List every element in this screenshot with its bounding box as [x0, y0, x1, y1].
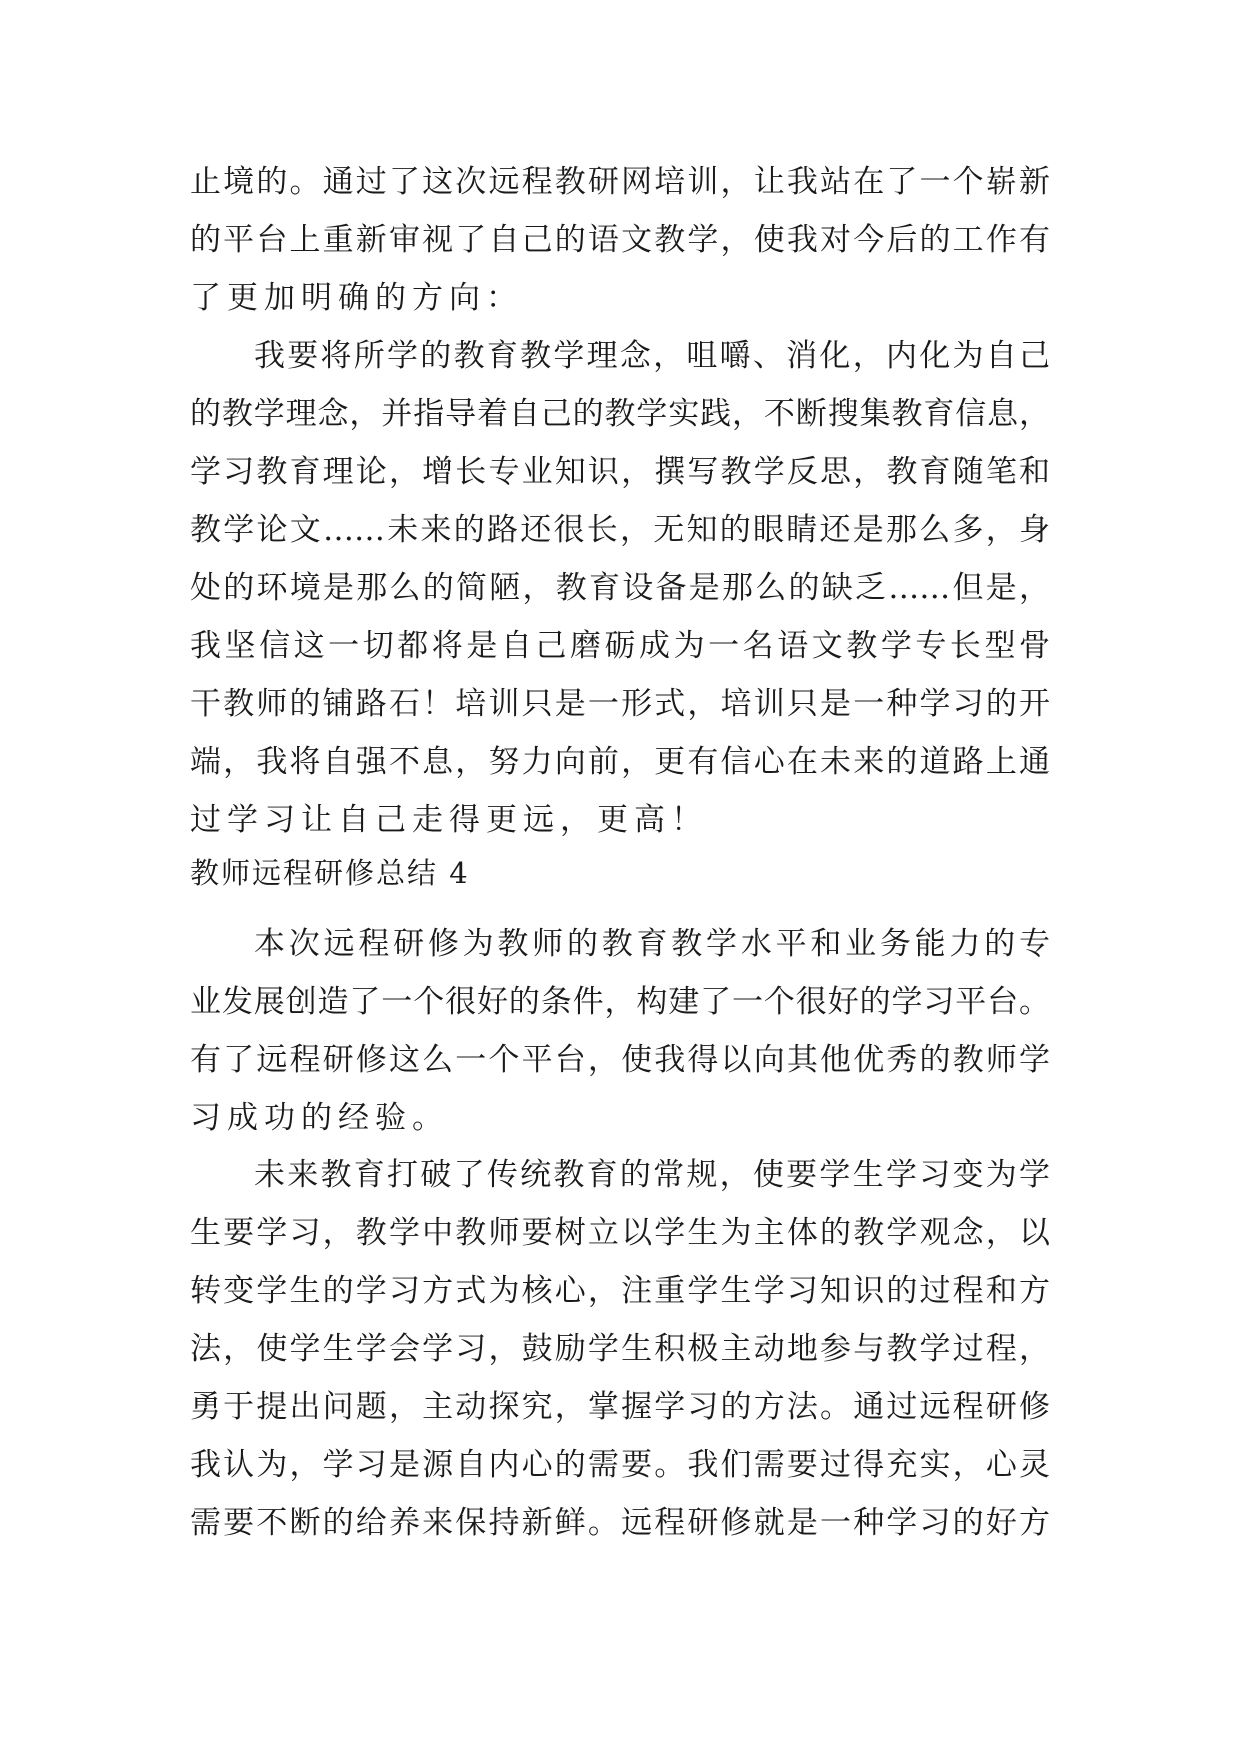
text-line: 过学习让自己走得更远，更高！: [190, 802, 708, 838]
text-line: 生要学习，教学中教师要树立以学生为主体的教学观念，以: [190, 1215, 1050, 1251]
text-line: 未来教育打破了传统教育的常规，使要学生学习变为学: [254, 1157, 1050, 1193]
text-line: 我坚信这一切都将是自己磨砺成为一名语文教学专长型骨: [190, 628, 1050, 664]
text-line: 转变学生的学习方式为核心，注重学生学习知识的过程和方: [190, 1273, 1050, 1309]
text-line: 习成功的经验。: [190, 1100, 449, 1136]
text-line: 业发展创造了一个很好的条件，构建了一个很好的学习平台。: [190, 984, 1050, 1020]
paragraph-commitment: [190, 327, 1050, 849]
text-line: 的教学理念，并指导着自己的教学实践，不断搜集教育信息，: [190, 396, 1050, 432]
text-line: 端，我将自强不息，努力向前，更有信心在未来的道路上通: [190, 744, 1050, 780]
text-line: 处的环境是那么的简陋，教育设备是那么的缺乏……但是，: [190, 570, 1050, 606]
text-line: 法，使学生学会学习，鼓励学生积极主动地参与教学过程，: [190, 1331, 1050, 1367]
text-line: 我要将所学的教育教学理念，咀嚼、消化，内化为自己: [254, 338, 1050, 374]
text-line: 我认为，学习是源自内心的需要。我们需要过得充实，心灵: [190, 1447, 1050, 1483]
paragraph-intro: [190, 915, 1050, 1147]
text-line: 学习教育理论，增长专业知识，撰写教学反思，教育随笔和: [190, 454, 1050, 490]
paragraph-future-education: [190, 1146, 1050, 1552]
section-heading: 教师远程研修总结 4: [190, 856, 470, 890]
text-line: 有了远程研修这么一个平台，使我得以向其他优秀的教师学: [190, 1042, 1050, 1078]
paragraph-continuation: [190, 153, 1050, 327]
text-line: 止境的。通过了这次远程教研网培训，让我站在了一个崭新: [190, 164, 1050, 200]
text-line: 本次远程研修为教师的教育教学水平和业务能力的专: [254, 926, 1050, 962]
text-line: 的平台上重新审视了自己的语文教学，使我对今后的工作有: [190, 222, 1050, 258]
text-line: 了更加明确的方向：: [190, 280, 523, 316]
text-line: 需要不断的给养来保持新鲜。远程研修就是一种学习的好方: [190, 1505, 1050, 1541]
text-line: 干教师的铺路石！培训只是一形式，培训只是一种学习的开: [190, 686, 1050, 722]
text-line: 教学论文……未来的路还很长，无知的眼睛还是那么多，身: [190, 512, 1050, 548]
text-line: 勇于提出问题，主动探究，掌握学习的方法。通过远程研修: [190, 1389, 1050, 1425]
